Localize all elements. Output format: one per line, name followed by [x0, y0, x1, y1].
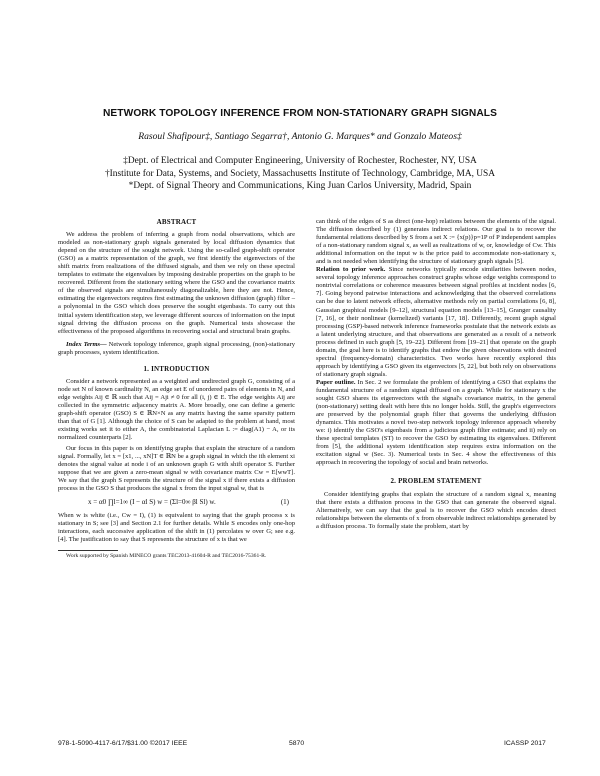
conference-footer: ICASSP 2017	[504, 740, 546, 747]
prior-work-paragraph	[316, 266, 556, 379]
page-number: 5870	[289, 740, 305, 747]
index-terms-label: Index Terms—	[66, 340, 107, 348]
intro-paragraph-1: Consider a network represented as a weighted and undirected graph G, consisting of a node set N of known cardinality N, an edge set E of unordered pairs of elements in N, and edge weights Aij ∈ ℝ such that Aij = Aji ≠ 0 for all (i, j) ∈ E. The edge weights Aij are collected in the symmetric adjacency matrix A. More broadly, one can define a generic graph-shift operator (GSO) S ∈ ℝN×N as any matrix having the same sparsity pattern than that of G [1]. Although the choice of S can be adapted to the problem at hand, most existing works set it to either A, the combinatorial Laplacian L := diag(A1) − A, or its normalized counterparts [2].	[58, 377, 295, 442]
right-column	[316, 218, 556, 531]
intro-paragraph-3: When w is white (i.e., Cw = I), (1) is equivalent to saying that the graph process x is stationary in S; see [3] and Section 2.1 for further details. While S encodes only one-hop interactions, each successive application of the shift in (1) percolates w over G; see e.g. [4]. The justification to say that S represents the structure of x is that we	[58, 511, 295, 543]
abstract-text: We address the problem of inferring a graph from nodal observations, which are modeled as non-stationary graph signals generated by local diffusion dynamics that depend on the structure of the sought network. Using the so-called graph-shift operator (GSO) as a matrix representation of the graph, we first identify the eigenvectors of the shift matrix from realizations of the diffused signals, and then we rely on these spectral templates to estimate the eigenvalues by imposing desirable properties on the graph to be recovered. Different from the stationary setting where the GSO and the covariance matrix of the observed signals are simultaneously diagonalizable, here they are not. Hence, estimating the eigenvectors requires first estimating the unknown diffusion (graph) filter – a polynomial in the GSO which does preserve the sought eigenbasis. To carry out this initial system identification step, we leverage different sources of information on the input signal driving the diffusion process on the graph. Numerical tests showcase the effectiveness of the proposed algorithms in recovering social and structural brain graphs.	[58, 231, 295, 335]
affiliations	[0, 155, 600, 193]
footnote: Work supported by Spanish MINECO grants TEC2013-41604-R and TEC2016-75361-R.	[66, 552, 267, 559]
footnote-rule	[58, 550, 118, 551]
index-terms	[58, 341, 295, 357]
left-column	[58, 218, 295, 560]
equation-number: (1)	[280, 498, 289, 507]
equation-1	[58, 493, 295, 511]
isbn-footer: 978-1-5090-4117-6/17/$31.00 ©2017 IEEE	[58, 740, 188, 747]
paper-title: NETWORK TOPOLOGY INFERENCE FROM NON-STATIONARY GRAPH SIGNALS	[102, 108, 498, 119]
prior-work-text: Since networks typically encode similarities between nodes, several topology inference approaches construct graphs whose edge weights correspond to nontrivial correlations or coherence measures between signal profiles at incident nodes [6, 7]. Going beyond pairwise interactions and acknowledging that the observed correlations can be due to latent network effects, alternative methods rely on partial correlations [6, 8], Gaussian graphical models [9–12], structural equation models [13–15], Granger causality [7, 16], or their nonlinear (kernelized) variants [17, 18]. Differently, recent graph signal processing (GSP)-based network inference frameworks postulate that the network exists as a latent underlying structure, and that observations are generated as a result of a network process defined in such graph [5, 19–22]. Different from [19–21] that operate on the graph domain, the goal here is to identify graphs that endow the given observations with desired spectral (frequency-domain) characteristics. Two works have recently explored this approach by identifying a GSO given its eigenvectors [5, 22], but both rely on observations of stationary graph signals.	[316, 266, 556, 378]
equation-body: x = α0 ∏l=1∞ (I − αl S) w = (Σl=0∞ βl Sl) w.	[88, 498, 216, 507]
outline-label: Paper outline.	[316, 378, 356, 386]
affiliation-mit: †Institute for Data, Systems, and Society, Massachusetts Institute of Technology, Cambridge, MA, USA	[104, 168, 496, 179]
abstract-heading: ABSTRACT	[156, 218, 197, 226]
right-paragraph-1: can think of the edges of S as direct (one-hop) relations between the elements of the signal. The diffusion described by (1) generates indirect relations. Our goal is to recover the fundamental relations described by S from a set X := {x(p)}p=1P of P independent samples of a non-stationary random signal x, as well as realizations of w, or, knowledge of Cw. This additional information on the input w is the price paid to accommodate non-stationary x, and is not needed when identifying the structure of stationary graph signals [5].	[316, 218, 556, 266]
outline-paragraph	[316, 379, 556, 468]
intro-heading: 1. INTRODUCTION	[143, 364, 210, 373]
prior-work-label: Relation to prior work.	[316, 266, 386, 274]
affiliation-rochester: ‡Dept. of Electrical and Computer Engineering, University of Rochester, Rochester, NY, USA	[123, 156, 477, 166]
intro-paragraph-2: Our focus in this paper is on identifying graphs that explain the structure of a random signal. Formally, let x = [x1, ..., xN]T ∈ ℝN be a graph signal in which the ith element xi denotes the signal value at node i of an unknown graph G with shift operator S. Further suppose that we are given a zero-mean signal w with covariance matrix Cw = E[wwT]. We say that the graph S represents the structure of the signal x if there exists a diffusion process in the GSO S that produces the signal x from the input signal w, that is	[58, 445, 295, 493]
paper-authors: Rasoul Shafipour‡, Santiago Segarra†, Antonio G. Marques* and Gonzalo Mateos‡	[138, 131, 462, 142]
outline-text: In Sec. 2 we formulate the problem of identifying a GSO that explains the fundamental structure of a random signal diffused on a graph. While for stationary x the sought GSO shares its eigenvectors with the signal's covariance matrix, in the general (non-stationary) setting dealt with here this no longer holds. Still, the graph's eigenvectors are preserved by the polynomial graph filter that governs the underlying diffusion dynamics. This motivates a novel two-step network topology inference approach whereby we: i) identify the GSO's eigenbasis from a judicious graph filter estimate; and ii) rely on these spectral templates (ST) to recover the GSO by estimating its eigenvalues. Different from [5], the additional system identification step requires extra information on the excitation signal w (Sec. 3). Numerical tests in Sec. 4 show the effectiveness of this approach in recovering the topology of social and brain networks.	[316, 378, 557, 467]
problem-heading: 2. PROBLEM STATEMENT	[390, 477, 482, 486]
affiliation-urjc: *Dept. of Signal Theory and Communications, King Juan Carlos University, Madrid, Spain	[128, 181, 472, 191]
problem-paragraph: Consider identifying graphs that explain the structure of a random signal x, meaning that there exists a diffusion process in the GSO that can generate the observed signal. Alternatively, we can say that the goal is to recover the GSO which encodes direct relationships between the elements of x from observable indirect relationships generated by a diffusion process. To formally state the problem, start by	[316, 490, 556, 530]
index-terms-text: Network topology inference, graph signal processing, (non)-stationary graph processes, system identification.	[58, 340, 295, 356]
